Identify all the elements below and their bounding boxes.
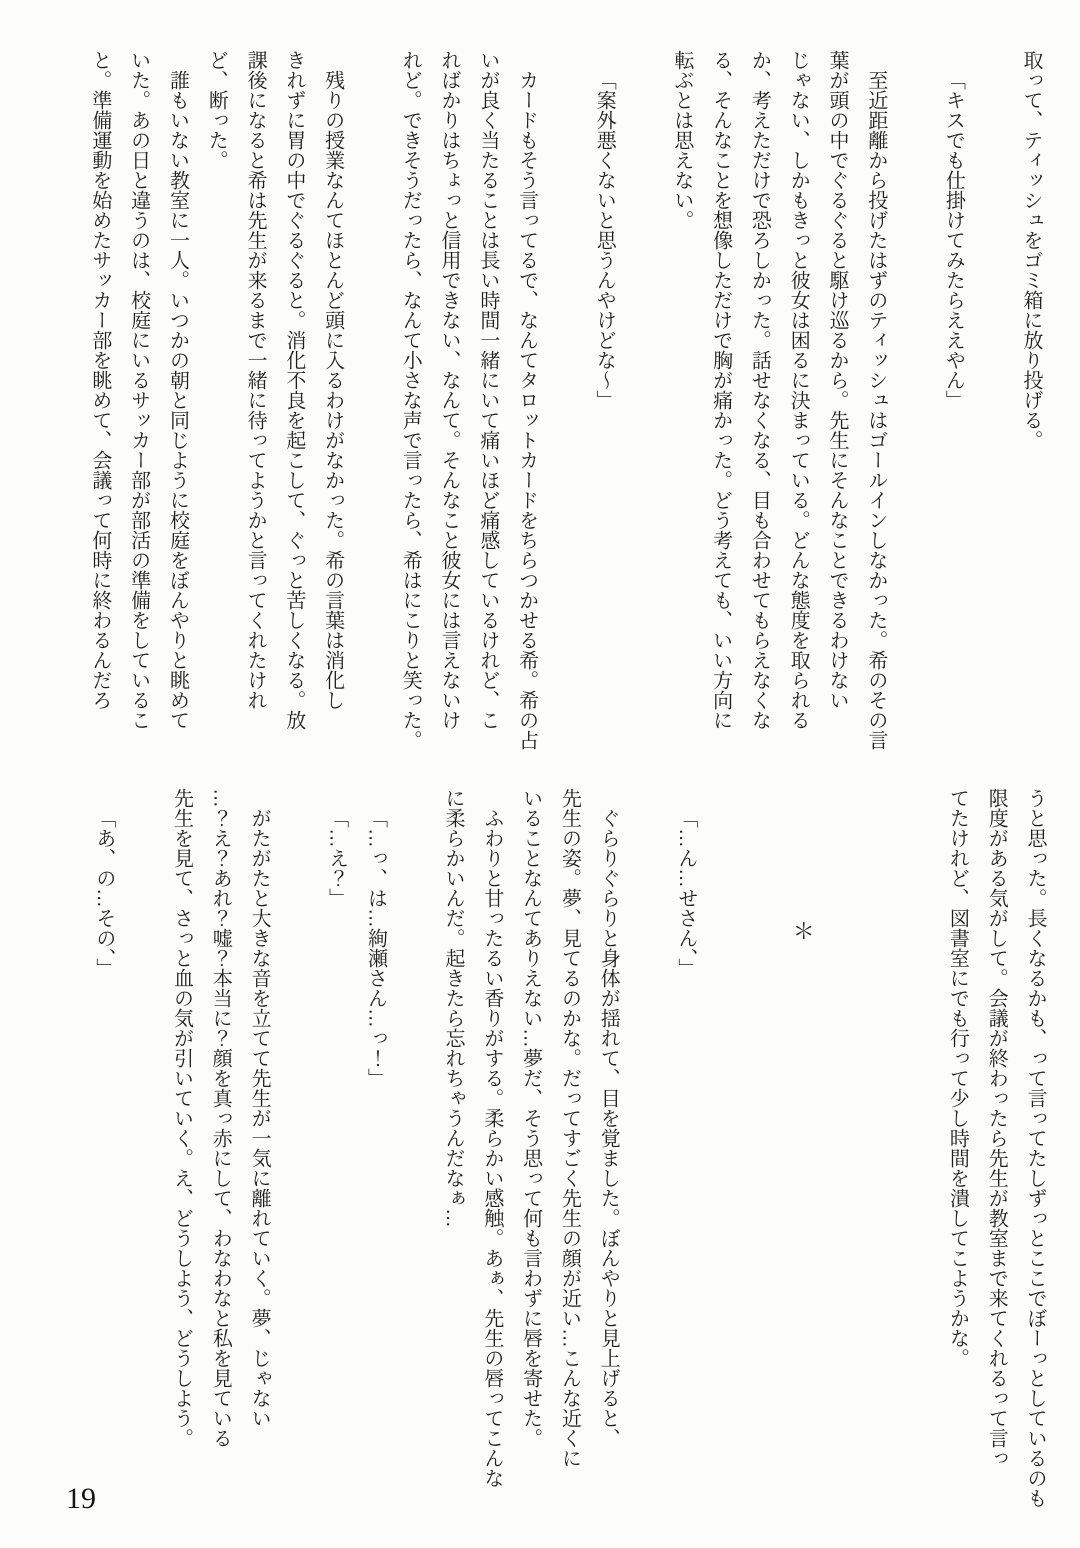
- text-line: 「…ん…せさん、」: [674, 808, 697, 978]
- blank-line: [123, 788, 162, 1533]
- text-line: ればかりはちょっと信用できない、なんて。そんなこと彼女には言えないけ: [438, 50, 461, 730]
- text-block-bottom: [84, 788, 1054, 1533]
- text-line: 先生を見て、さっと血の気が引いていく。え、どうしよう、どうしよう。: [170, 788, 193, 1448]
- text-line: に柔らかいんだ。起きたら忘れちゃうんだなぁ…: [442, 788, 465, 1228]
- text-line: 「案外悪くないと思うんやけどな〜」: [593, 70, 616, 410]
- blank-line: [623, 50, 662, 770]
- page-number: 19: [66, 1482, 96, 1515]
- text-line: きれずに胃の中でぐるぐると。消化不良を起こして、ぐっと苦しくなる。放: [282, 50, 305, 730]
- text-line: いた。あの日と違うのは、校庭にいるサッカー部が部活の準備をしているこ: [127, 50, 150, 730]
- text-line: ど、断った。: [205, 50, 228, 170]
- text-line: 至近距離から投げたはずのティッシュはゴールインしなかった。希のその言: [864, 70, 887, 750]
- text-line: と。準備運動を始めたサッカー部を眺めて、会議って何時に終わるんだろ: [88, 50, 111, 710]
- text-line: 「…え？」: [325, 808, 348, 908]
- blank-line: [627, 788, 666, 1533]
- text-line: がたがたと大きな音を立てて先生が一気に離れていく。夢、じゃない: [248, 808, 271, 1428]
- blank-line: [821, 788, 860, 1533]
- text-line: 転ぶとは思えない。: [670, 50, 693, 230]
- text-line: ふわりと甘ったるい香りがする。柔らかい感触。あぁ、先生の唇ってこんな: [480, 808, 503, 1488]
- blank-line: [394, 788, 433, 1533]
- text-line: か、考えただけで恐ろしかった。話せなくなる、目も合わせてもらえなくな: [748, 50, 771, 730]
- blank-line: [895, 50, 934, 770]
- text-line: 「…っ、は…絢瀬さん…っ！」: [364, 808, 387, 1088]
- blank-line: [972, 50, 1011, 770]
- text-line: れど。できそうだったら、なんて小さな声で言ったら、希はにこりと笑った。: [399, 50, 422, 750]
- text-line: 誰もいない教室に一人。いつかの朝と同じように校庭をぼんやりと眺めて: [166, 70, 189, 730]
- text-line: 残りの授業なんてほとんど頭に入るわけがなかった。希の言葉は消化し: [321, 70, 344, 710]
- text-line: カードもそう言ってるで、なんてタロットカードをちらつかせる希。希の占: [515, 70, 538, 750]
- blank-line: [278, 788, 317, 1533]
- text-line: いることなんてありえない…夢だ、そう思って何も言わずに唇を寄せた。: [519, 788, 542, 1448]
- text-line: 先生の姿。夢、見てるのかな。だってすごく先生の顔が近い…こんな近くに: [558, 788, 581, 1468]
- blank-line: [705, 788, 744, 1533]
- text-line: 課後になると希は先生が来るまで一緒に待ってようかと言ってくれたけれ: [244, 50, 267, 710]
- text-line: ぐらりぐらりと身体が揺れて、目を覚ました。ぼんやりと見上げると、: [597, 808, 620, 1448]
- text-line: てたけれど、図書室にでも行って少し時間を潰してこようかな。: [946, 788, 969, 1368]
- text-block-top: [80, 50, 1050, 770]
- scene-break-marker: ＊: [790, 920, 816, 942]
- text-line: 取って、ティッシュをゴミ箱に放り投げる。: [1020, 50, 1042, 450]
- blank-line: [744, 788, 783, 1533]
- text-line: 「キスでも仕掛けてみたらええやん」: [942, 70, 965, 410]
- blank-line: [546, 50, 585, 770]
- text-line: …？え？あれ？嘘？本当に？顔を真っ赤にして、わなわなと私を見ている: [209, 788, 232, 1448]
- text-line: る、そんなことを想像しただけで胸が痛かった。どう考えても、いい方向に: [709, 50, 732, 730]
- blank-line: [899, 788, 938, 1533]
- text-line: 限度がある気がして。会議が終わったら先生が教室まで来てくれるって言っ: [985, 788, 1008, 1468]
- text-line: じゃない、しかもきっと彼女は困るに決まっている。どんな態度を取られる: [787, 50, 810, 730]
- blank-line: [352, 50, 391, 770]
- text-line: 「あ、の…その、」: [92, 808, 115, 978]
- text-line: いが良く当たることは長い時間一緒にいて痛いほど痛感しているけれど、こ: [476, 50, 499, 730]
- text-line: うと思った。長くなるかも、って言ってたしずっとここでぼーっとしているのも: [1024, 788, 1046, 1508]
- blank-line: [860, 788, 899, 1533]
- text-line: 葉が頭の中でぐるぐると駆け巡るから。先生にそんなことできるわけない: [826, 50, 849, 710]
